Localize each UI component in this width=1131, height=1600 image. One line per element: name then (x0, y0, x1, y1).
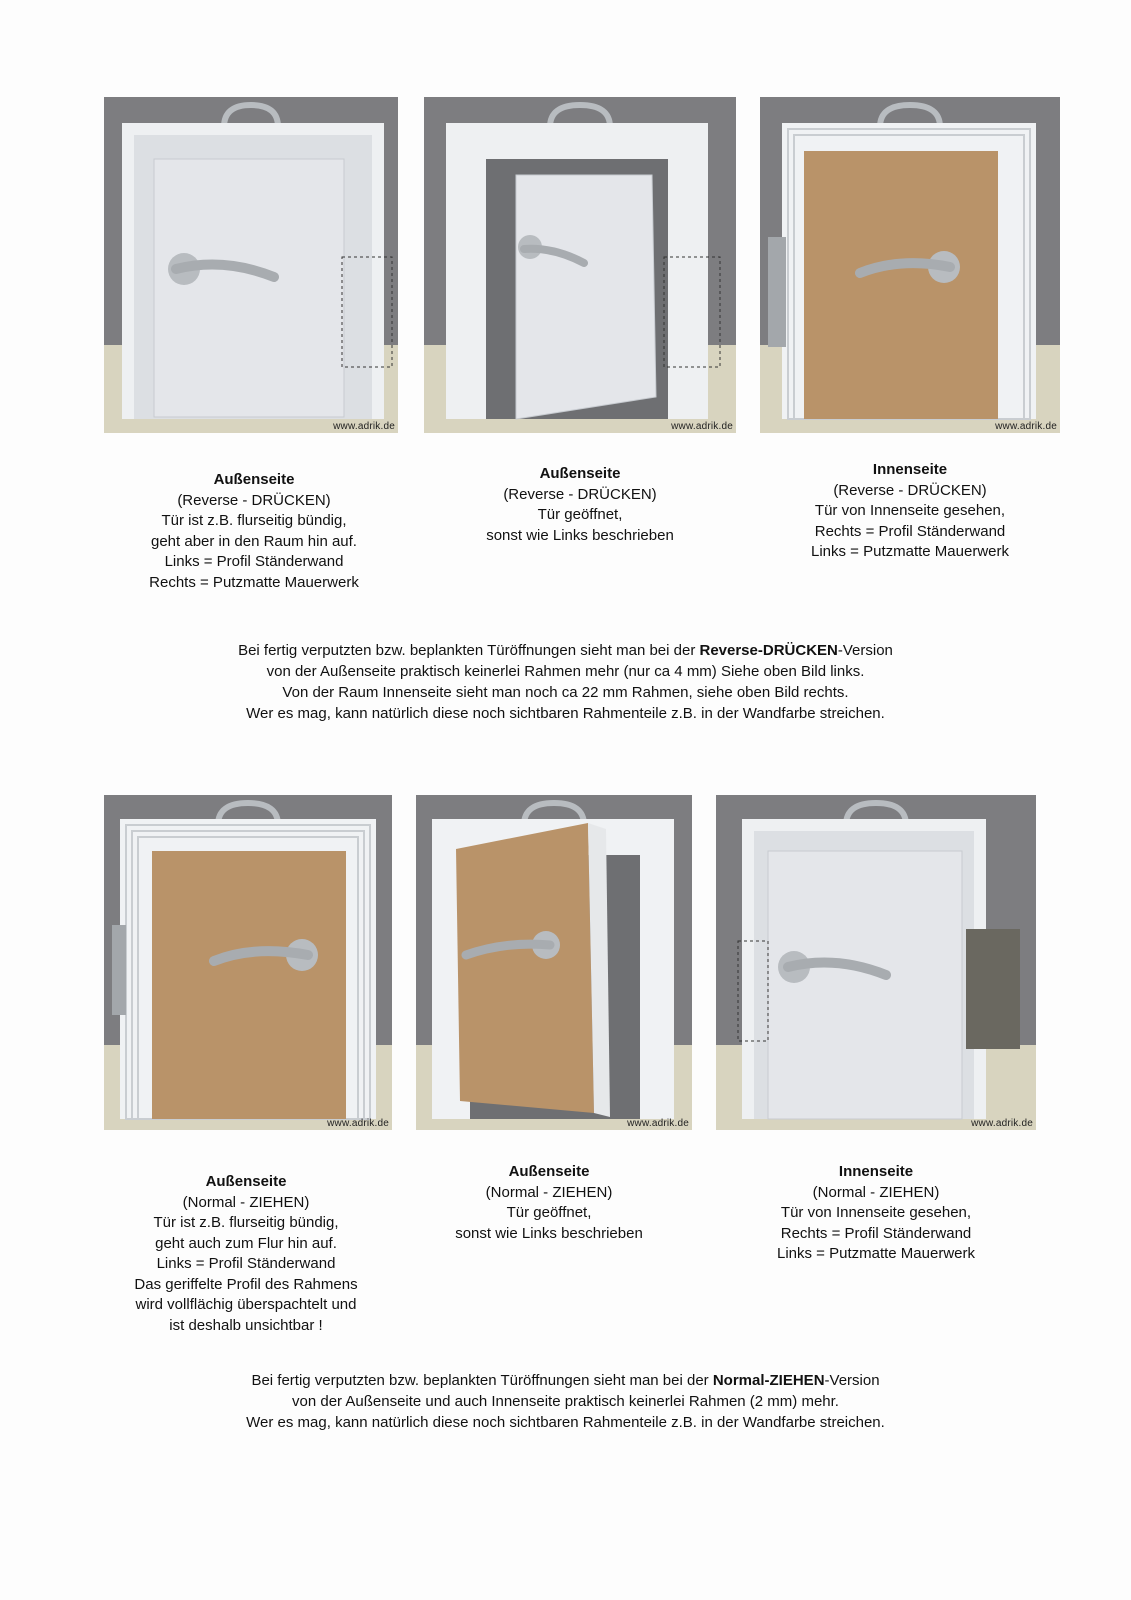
caption-title: Außenseite (213, 471, 295, 488)
caption-normal-outside-open (399, 1162, 699, 1244)
caption-line: Tür von Innenseite gesehen, (780, 1204, 972, 1221)
photo-normal-outside-open (416, 795, 692, 1130)
door-model-illustration (416, 795, 692, 1130)
note-line-2: von der Außenseite und auch Innenseite praktisch keinerlei Rahmen (2 mm) mehr. (292, 1393, 839, 1410)
watermark: www.adrik.de (995, 421, 1057, 432)
photo-normal-outside-closed (104, 795, 392, 1130)
caption-line: Links = Putzmatte Mauerwerk (811, 543, 1009, 560)
note-line-1: Bei fertig verputzten bzw. beplankten Türöffnungen sieht man bei der Reverse-DRÜCKEN-Version (238, 642, 893, 659)
caption-title: Innenseite (872, 461, 948, 478)
caption-line: Tür von Innenseite gesehen, (814, 502, 1006, 519)
watermark: www.adrik.de (333, 421, 395, 432)
caption-reverse-outside-open (430, 464, 730, 546)
caption-line: (Normal - ZIEHEN) (812, 1183, 940, 1201)
watermark: www.adrik.de (327, 1118, 389, 1129)
caption-line: (Normal - ZIEHEN) (182, 1193, 310, 1211)
door-model-illustration (760, 97, 1060, 433)
photo-reverse-inside (760, 97, 1060, 433)
caption-line: geht auch zum Flur hin auf. (155, 1234, 337, 1252)
caption-line: Tür ist z.B. flurseitig bündig, (161, 512, 347, 529)
caption-line: Links = Profil Ständerwand (164, 553, 344, 570)
note-line-3: Von der Raum Innenseite sieht man noch ca 22 mm Rahmen, siehe oben Bild rechts. (282, 684, 849, 701)
caption-line: Rechts = Profil Ständerwand (780, 1224, 972, 1242)
caption-line: Rechts = Profil Ständerwand (814, 522, 1006, 540)
note-normal (0, 1370, 1131, 1433)
note-line-4: Wer es mag, kann natürlich diese noch sichtbaren Rahmenteile z.B. in der Wandfarbe streichen. (246, 705, 885, 722)
photo-reverse-outside-closed (104, 97, 398, 433)
door-model-illustration (104, 97, 398, 433)
note-line-2: von der Außenseite praktisch keinerlei Rahmen mehr (nur ca 4 mm) Siehe oben Bild links. (266, 663, 865, 680)
caption-reverse-outside-closed (104, 470, 404, 593)
caption-line: sonst wie Links beschrieben (486, 526, 674, 544)
door-model-illustration (104, 795, 392, 1130)
note-line-3: Wer es mag, kann natürlich diese noch sichtbaren Rahmenteile z.B. in der Wandfarbe streichen. (246, 1414, 885, 1431)
door-model-illustration (424, 97, 736, 433)
caption-title: Innenseite (838, 1163, 914, 1180)
note-line-1: Bei fertig verputzten bzw. beplankten Türöffnungen sieht man bei der Normal-ZIEHEN-Version (251, 1372, 880, 1389)
caption-title: Außenseite (539, 465, 621, 482)
caption-normal-outside-closed (96, 1172, 396, 1336)
caption-title: Außenseite (205, 1173, 287, 1190)
caption-line: Das geriffelte Profil des Rahmens (134, 1275, 358, 1293)
caption-line: ist deshalb unsichtbar ! (169, 1316, 323, 1334)
caption-line: wird vollflächig überspachtelt und (135, 1296, 357, 1313)
watermark: www.adrik.de (627, 1118, 689, 1129)
watermark: www.adrik.de (971, 1118, 1033, 1129)
note-reverse (0, 640, 1131, 724)
caption-line: Tür geöffnet, (506, 1204, 592, 1221)
door-model-illustration (716, 795, 1036, 1130)
caption-line: (Normal - ZIEHEN) (485, 1183, 613, 1201)
caption-line: Links = Profil Ständerwand (156, 1255, 336, 1272)
caption-line: geht aber in den Raum hin auf. (151, 532, 357, 550)
caption-reverse-inside (760, 460, 1060, 563)
photo-normal-inside (716, 795, 1036, 1130)
caption-line: (Reverse - DRÜCKEN) (177, 491, 331, 509)
caption-line: Tür ist z.B. flurseitig bündig, (153, 1214, 339, 1231)
caption-line: Rechts = Putzmatte Mauerwerk (149, 573, 359, 591)
caption-line: (Reverse - DRÜCKEN) (503, 485, 657, 503)
caption-title: Außenseite (508, 1163, 590, 1180)
caption-line: sonst wie Links beschrieben (455, 1224, 643, 1242)
caption-line: Tür geöffnet, (537, 506, 623, 523)
caption-line: Links = Putzmatte Mauerwerk (777, 1245, 975, 1262)
watermark: www.adrik.de (671, 421, 733, 432)
caption-line: (Reverse - DRÜCKEN) (833, 481, 987, 499)
caption-normal-inside (726, 1162, 1026, 1265)
photo-reverse-outside-open (424, 97, 736, 433)
